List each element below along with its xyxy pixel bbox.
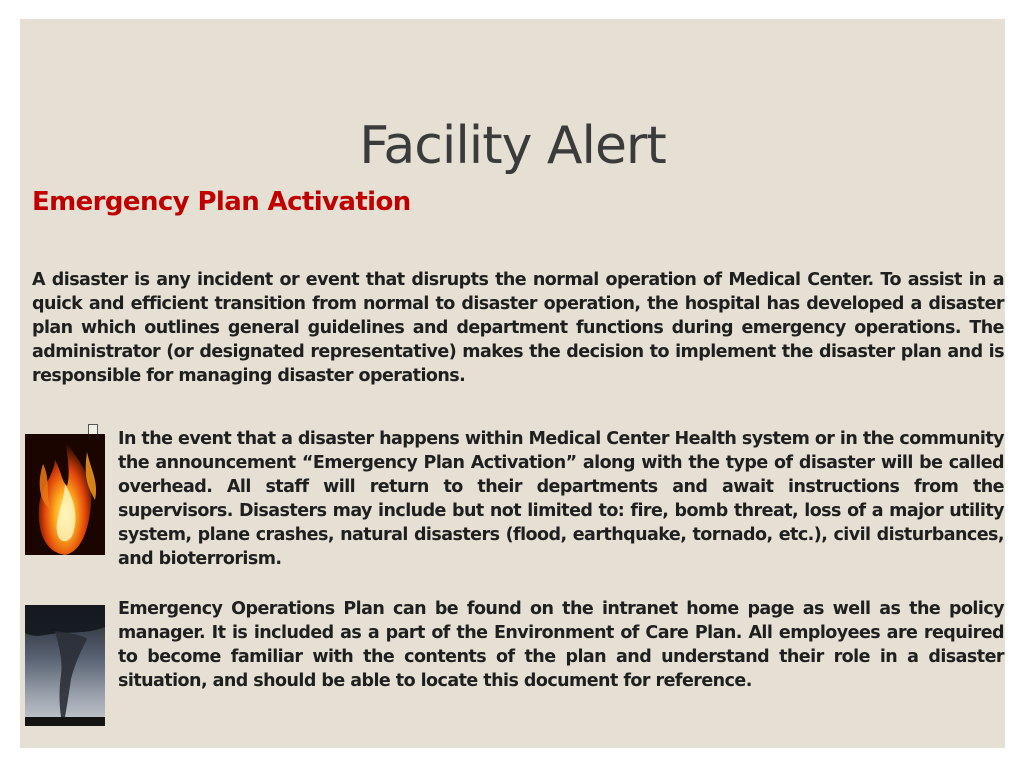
slide-subtitle: Emergency Plan Activation — [32, 187, 411, 217]
intro-paragraph: A disaster is any incident or event that disrupts the normal operation of Medical Center. To assist in a quick and efficient transition from normal to disaster operation, the hospital has developed a disaster plan which outlines general guidelines and department functions during emergency operations. The administrator (or designated representative) makes the decision to implement the disaster plan and is responsible for managing disaster operations. — [32, 270, 1004, 386]
bullet-text-event: In the event that a disaster happens within Medical Center Health system or in the community the announcement “Emergency Plan Activation” along with the type of disaster will be called overhead. All staff will return to their departments and await instructions from the supervisors. Disasters may include but not limited to: fire, bomb threat, loss of a major utility system, plane crashes, natural disasters (flood, earthquake, tornado, etc.), civil disturbances, and bioterrorism. — [118, 429, 1005, 569]
tornado-image — [25, 605, 105, 726]
slide-title: Facility Alert — [359, 116, 666, 176]
fire-image — [25, 434, 105, 555]
slide — [20, 19, 1005, 748]
bullet-text-plan: Emergency Operations Plan can be found on the intranet home page as well as the policy manager. It is included as a part of the Environment of Care Plan. All employees are required to become familiar with the contents of the plan and understand their role in a disaster situation, and should be able to locate this document for reference. — [118, 599, 1004, 691]
